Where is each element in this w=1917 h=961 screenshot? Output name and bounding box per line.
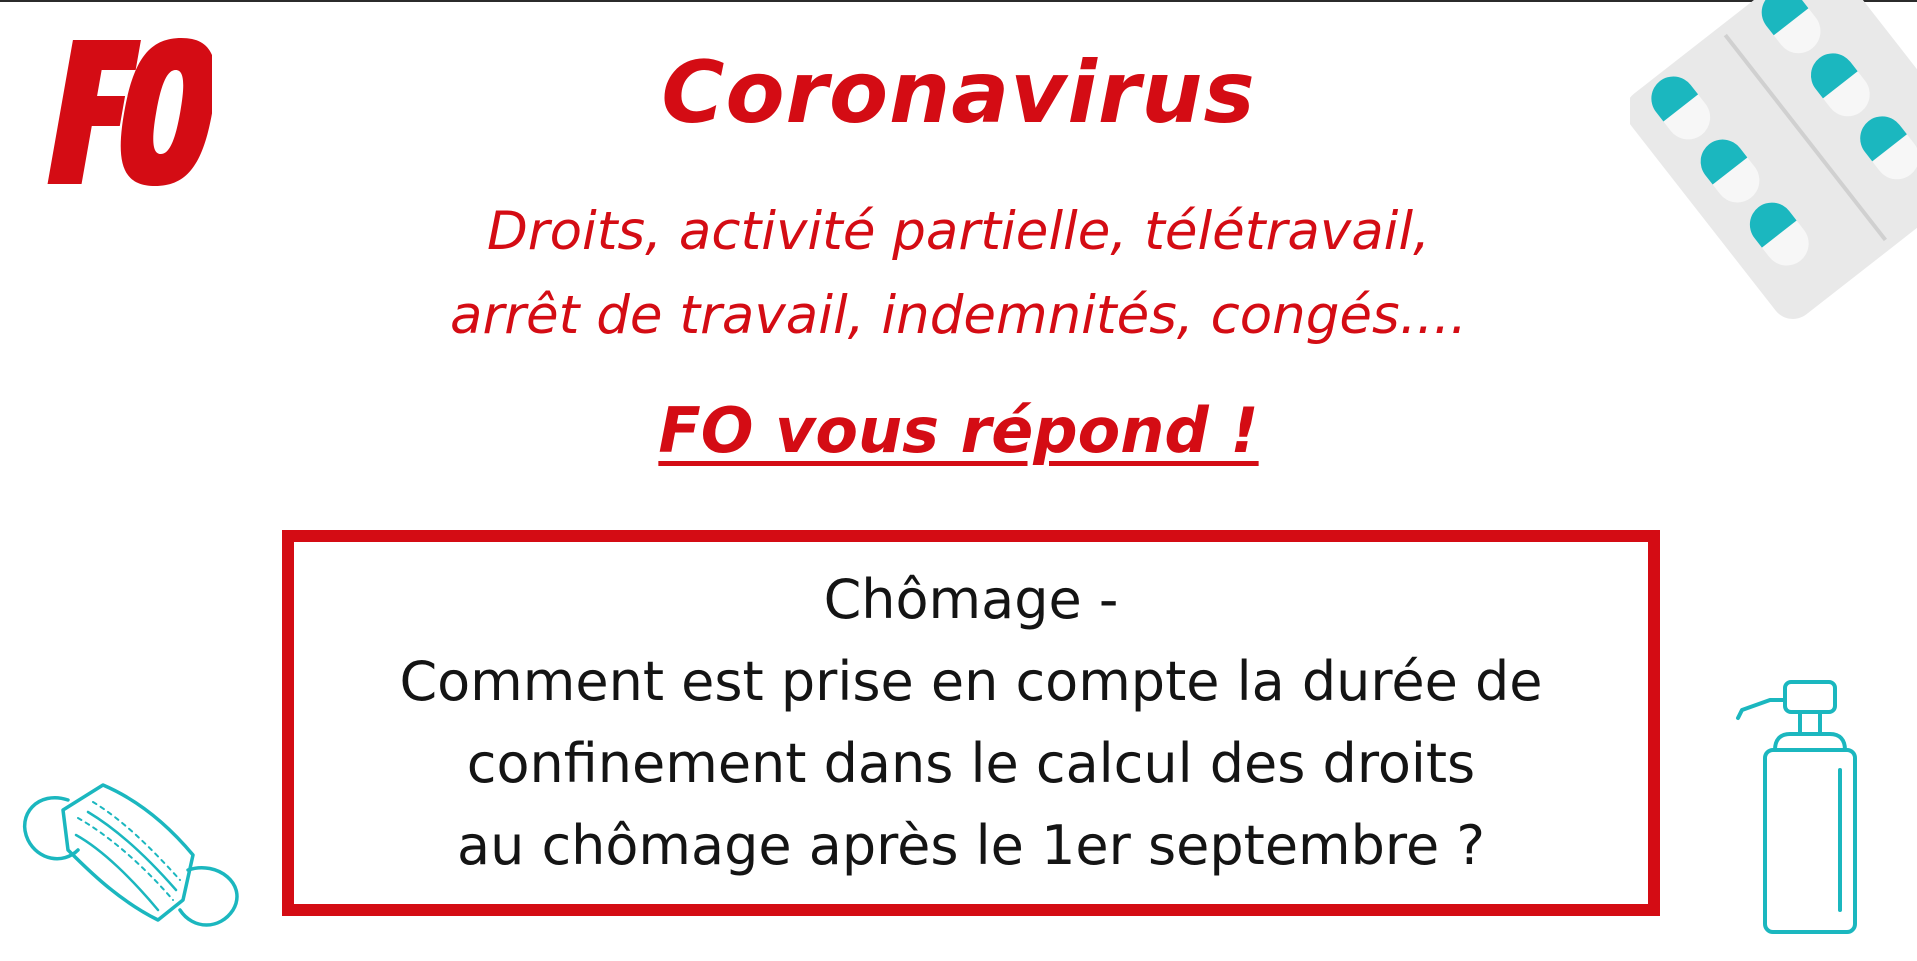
question-box — [282, 530, 1660, 916]
tagline-text: FO vous répond ! — [658, 394, 1259, 467]
subtitle-line-2: arrêt de travail, indemnités, congés.... — [449, 285, 1468, 346]
face-mask-icon — [8, 740, 283, 940]
sanitizer-bottle-icon — [1730, 670, 1880, 940]
question-line-2: Comment est prise en compte la durée de — [399, 650, 1543, 713]
pill-blister-icon — [1630, 0, 1917, 360]
page-title: Coronavirus — [661, 43, 1256, 143]
question-line-3: confinement dans le calcul des droits — [466, 732, 1476, 795]
question-line-1: Chômage - — [823, 568, 1119, 631]
question-line-4: au chômage après le 1er septembre ? — [456, 814, 1485, 877]
subtitle-line-1: Droits, activité partielle, télétravail, — [487, 201, 1430, 262]
tagline — [0, 386, 1917, 476]
